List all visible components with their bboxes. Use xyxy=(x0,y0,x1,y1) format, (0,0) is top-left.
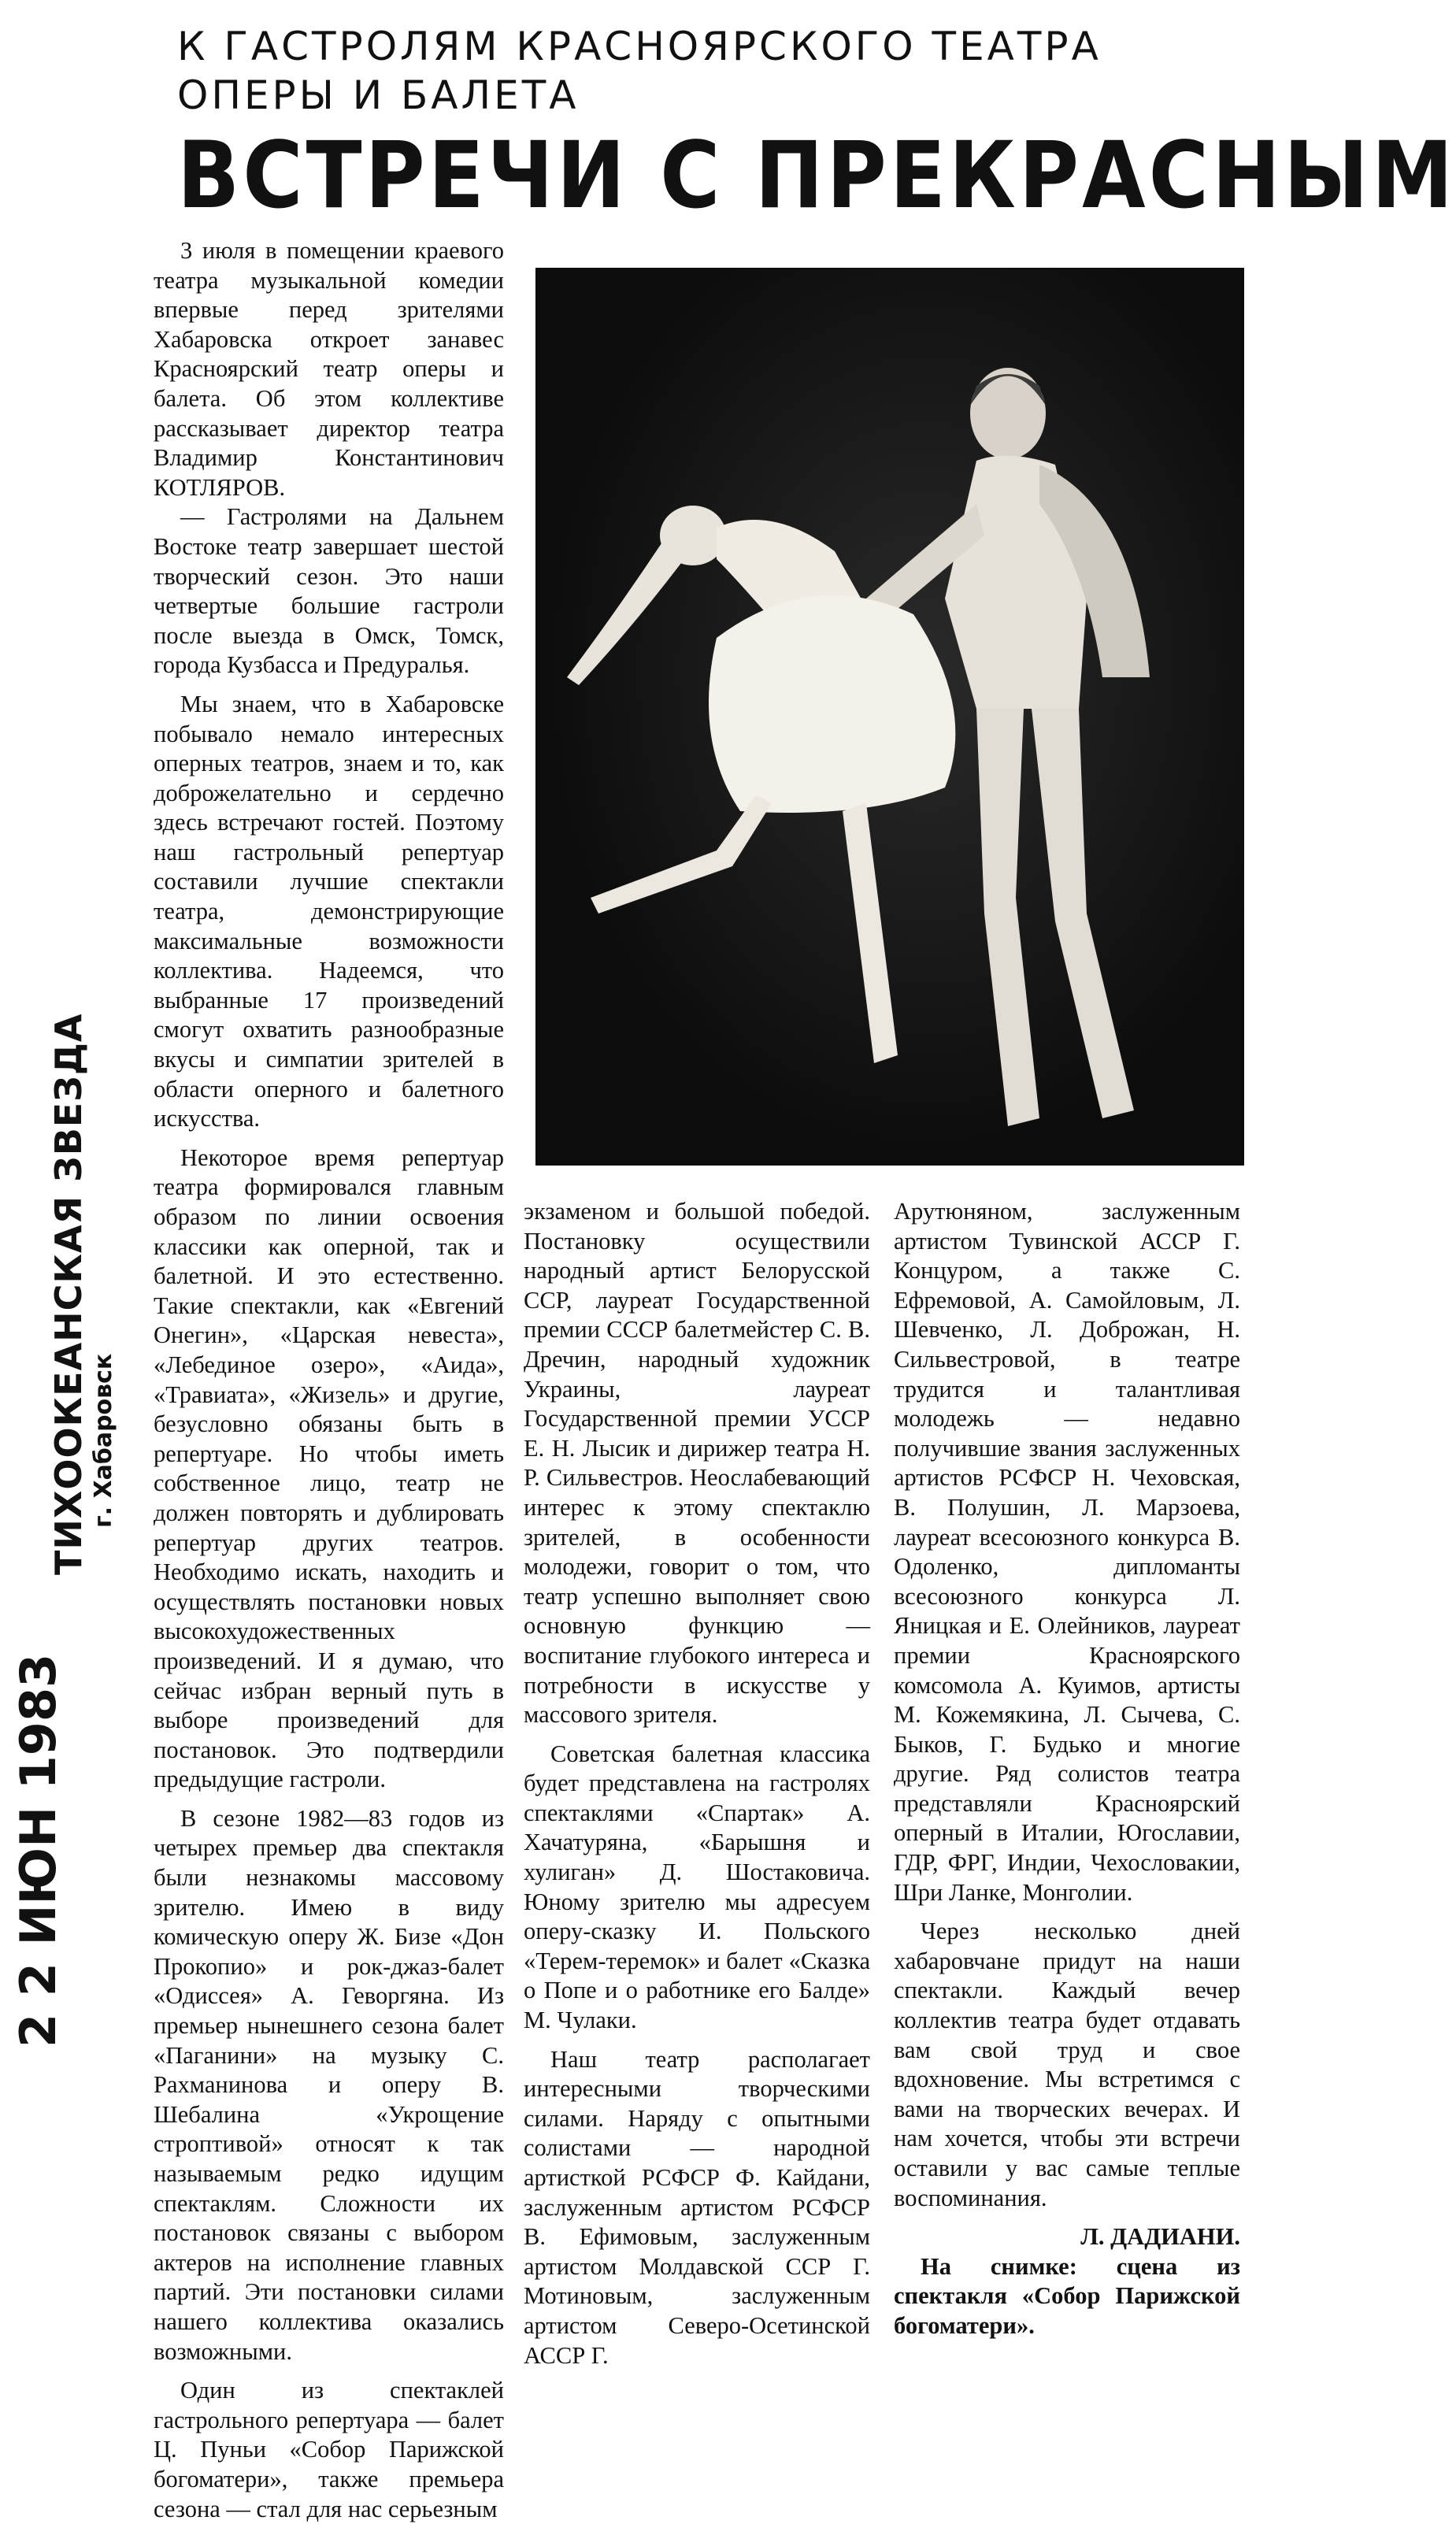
paragraph: 3 июля в помещении краевого театра музыкальной комедии впервые перед зрителями Хабаровска откроет занавес Красноярский театр оперы и балета. Об этом коллективе рассказывает директор театра Владимир Константинович КОТЛЯРОВ. xyxy=(154,237,504,501)
date-stamp: 2 2 ИЮН 1983 xyxy=(9,1653,67,2048)
photo-caption: На снимке: сцена из спектакля «Собор Парижской богоматери». xyxy=(894,2252,1240,2339)
male-dancer-leg-right xyxy=(1032,709,1134,1118)
rubric xyxy=(177,22,1264,120)
paragraph: Арутюняном, заслуженным артистом Тувинской АССР Г. Концуром, а также С. Ефремовой, А. Самойловым, Л. Шевченко, Л. Доброжан, Н. Сильвестровой, в театре трудится и талантливая молодежь — недавно получившие звания заслуженных артистов РСФСР Н. Чеховская, В. Полушин, Л. Марзоева, лауреат всесоюзного конкурса В. Одоленко, дипломанты всесоюзного конкурса Л. Яницкая и Е. Олейников, лауреат премии Красноярского комсомола А. Куимов, артисты М. Кожемякина, Л. Сычева, С. Быков, Г. Будько и многие другие. Ряд солистов театра представляли Красноярский оперный в Италии, Югославии, ГДР, ФРГ, Индии, Чехословакии, Шри Ланке, Монголии. xyxy=(894,1198,1240,1906)
paragraph: Некоторое время репертуар театра формировался главным образом по линии освоения классики как оперной, так и балетной. И это естественно. Такие спектакли, как «Евгений Онегин», «Царская невеста», «Лебединое озеро», «Аида», «Травиата», «Жизель» и другие, безусловно обязаны быть в репертуаре. Но чтобы иметь собственное лицо, театр не должен повторять и дублировать репертуар других театров. Необходимо искать, находить и осуществлять постановки новых высокохудожественных произведений. И я думаю, что сейчас избран верный путь в выборе произведений для постановок. Это подтвердили предыдущие гастроли. xyxy=(154,1143,504,1793)
paragraph: В сезоне 1982—83 годов из четырех премьер два спектакля были незнакомы массовому зрителю. Имею в виду комическую оперу Ж. Бизе «Дон Прокопио» и рок-джаз-балет «Одиссея» А. Геворгяна. Из премьер нынешнего сезона балет «Паганини» на музыку С. Рахманинова и оперу В. Шебалина «Укрощение строптивой» относят к так называемым редко идущим спектаклям. Сложности их постановок связаны с выбором актеров на исполнение главных партий. Эти постановки силами нашего коллектива оказались возможными. xyxy=(154,1804,504,2365)
paragraph: Через несколько дней хабаровчане придут на наши спектакли. Каждый вечер коллектив театра будет отдавать вам свой труд и свое вдохновение. Мы встретимся с вами на творческих вечерах. И нам хочется, чтобы эти встречи оставили у вас самые теплые воспоминания. xyxy=(894,1918,1240,2211)
ballet-scene-photo xyxy=(535,268,1244,1166)
rubric-line-1: К ГАСТРОЛЯМ КРАСНОЯРСКОГО ТЕАТРА xyxy=(177,24,1102,69)
ballet-dancers-illustration xyxy=(535,268,1244,1166)
ballerina-leg-front xyxy=(843,803,898,1063)
paragraph: Советская балетная классика будет представлена на гастролях спектаклями «Спартак» А. Хачатуряна, «Барышня и хулиган» Д. Шостаковича. Юному зрителю мы адресуем оперу-сказку И. Польского «Терем-теремок» и балет «Сказка о Попе и о работнике его Балде» М. Чулаки. xyxy=(524,1740,870,2034)
ballerina-leg-back xyxy=(591,795,772,914)
article-column-2 xyxy=(524,1197,870,2370)
publication-label xyxy=(47,1013,126,1575)
male-dancer-leg-left xyxy=(976,709,1039,1126)
rubric-line-2: ОПЕРЫ И БАЛЕТА xyxy=(177,72,580,118)
ballerina-arm xyxy=(567,543,681,685)
male-dancer-head xyxy=(970,368,1046,459)
author-signature: Л. ДАДИАНИ. xyxy=(1080,2223,1240,2251)
paragraph: Один из спектаклей гастрольного репертуара — балет Ц. Пуньи «Собор Парижской богоматери», также премьера сезона — стал для нас серьезным xyxy=(154,2377,504,2522)
paragraph: — Гастролями на Дальнем Востоке театр завершает шестой творческий сезон. Это наши четвертые большие гастроли после выезда в Омск, Томск, города Кузбасса и Предуралья. xyxy=(154,503,504,679)
paragraph: Мы знаем, что в Хабаровске побывало немало интересных оперных театров, знаем и то, как доброжелательно и сердечно здесь встречают гостей. Поэтому наш гастрольный репертуар составили лучшие спектакли театра, демонстрирующие максимальные возможности коллектива. Надеемся, что выбранные 17 произведений смогут охватить разнообразные вкусы и симпатии зрителей в области оперного и балетного искусства. xyxy=(154,690,504,1132)
article-column-3 xyxy=(894,1197,1240,2341)
headline: ВСТРЕЧИ С ПРЕКРАСНЫМ xyxy=(177,121,1456,230)
publication-city: г. Хабаровск xyxy=(90,1353,117,1528)
paragraph: Наш театр располагает интересными творческими силами. Наряду с опытными солистами — народной артисткой РСФСР Ф. Кайдани, заслуженным артистом РСФСР В. Ефимовым, заслуженным артистом Молдавской ССР Г. Мотиновым, заслуженным артистом Северо-Осетинской АССР Г. xyxy=(524,2045,870,2369)
paragraph: экзаменом и большой победой. Постановку осуществили народный артист Белорусской ССР, лауреат Государственной премии СССР балетмейстер С. В. Дречин, народный художник Украины, лауреат Государственной премии УССР Е. Н. Лысик и дирижер театра Н. Р. Сильвестров. Неослабевающий интерес к этому спектаклю зрителей, в особенности молодежи, говорит о том, что театр успешно выполняет свою основную функцию — воспитание глубокого интереса и потребности в искусстве у массового зрителя. xyxy=(524,1198,870,1729)
article-column-1 xyxy=(154,236,504,2524)
ballerina-tutu xyxy=(709,595,955,813)
publication-name: ТИХООКЕАНСКАЯ ЗВЕЗДА xyxy=(47,1013,90,1575)
